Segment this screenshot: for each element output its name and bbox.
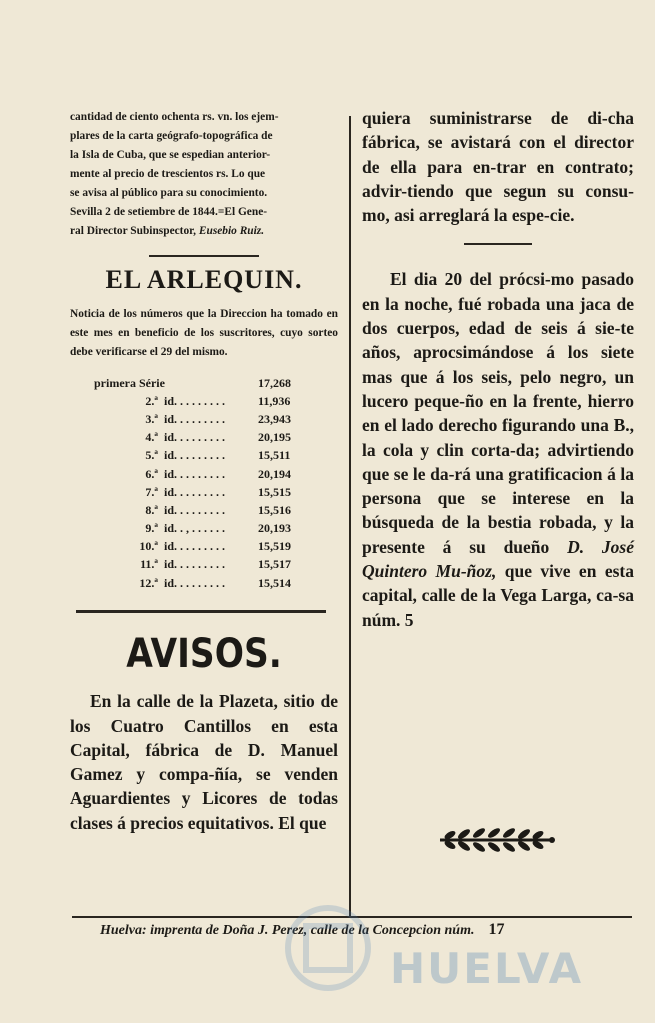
arlequin-heading: EL ARLEQUIN. xyxy=(105,265,303,294)
series-label: 2.ª xyxy=(145,393,158,408)
column-divider xyxy=(349,116,351,916)
series-number: 20,194 xyxy=(258,466,291,481)
intro-paragraph: cantidad de ciento ochenta rs. vn. los ejem- plares de la carta geógrafo-topográfica de la Isla de Cuba, que se espedian anterior- mente al precio de trescientos rs. Lo que se avisa al público para su conocimiento. Sevilla 2 de setiembre de 1844.=El Gene- ral Director Subinspector, Eusebio Ruiz. xyxy=(70,111,279,237)
series-number: 23,943 xyxy=(258,411,291,426)
series-label: 8.ª xyxy=(145,502,158,517)
series-id: id. . , . . . . . . xyxy=(164,521,226,536)
lottery-row xyxy=(94,410,318,428)
series-id: id. . . . . . . . . xyxy=(164,393,226,408)
series-label: 5.ª xyxy=(145,448,158,463)
page-number: 17 xyxy=(488,921,505,938)
noticia-paragraph: Noticia de los números que la Direccion ha tomado en este mes en beneficio de los suscritores, cuyo sorteo debe verificarse el 29 del mismo. xyxy=(70,308,338,358)
series-label: 7.ª xyxy=(145,484,158,499)
signature: Eusebio Ruiz. xyxy=(198,225,265,237)
watermark-text: HUELVA xyxy=(390,944,584,993)
series-number: 11,936 xyxy=(258,393,291,408)
series-id: id. . . . . . . . . xyxy=(164,557,226,572)
footer-imprint: Huelva: imprenta de Doña J. Perez, calle de la Concepcion núm. 17 xyxy=(100,921,505,938)
series-number: 15,514 xyxy=(258,575,291,590)
series-id: id. . . . . . . . . xyxy=(164,430,226,445)
series-number: 17,268 xyxy=(258,375,291,390)
lottery-row xyxy=(94,501,318,519)
series-id: id. . . . . . . . . xyxy=(164,466,226,481)
series-label: 4.ª xyxy=(145,430,158,445)
owner-name: D. José Quintero Mu-ñoz, xyxy=(362,536,635,582)
lottery-row xyxy=(94,429,318,447)
avisos-paragraph: En la calle de la Plazeta, sitio de los Cuatro Cantillos en esta Capital, fábrica de D. Manuel Gamez y compa-ñía, se venden Aguardientes y Licores de todas clases á precios equitativos. El que xyxy=(70,691,338,833)
right-column xyxy=(362,106,634,632)
series-id: id. . . . . . . . . xyxy=(164,539,226,554)
left-column xyxy=(70,108,338,835)
divider xyxy=(464,243,532,245)
series-number: 15,515 xyxy=(258,484,291,499)
lottery-row xyxy=(94,447,318,465)
lottery-row xyxy=(94,465,318,483)
lottery-row xyxy=(94,392,318,410)
aviso-continuation: quiera suministrarse de di-cha fábrica, se avistará con el director de ella para en-trar en contrato; advir-tiendo que segun su consu-mo, asi arreglará la espe-cie. xyxy=(362,108,634,226)
series-label: 10.ª xyxy=(139,539,158,554)
lottery-row xyxy=(94,574,318,592)
avisos-heading: AVISOS. xyxy=(126,631,282,678)
stolen-horse-notice: El dia 20 del prócsi-mo pasado en la noche, fué robada una jaca de dos cuerpos, edad de seis á sie-te años, aprocsimándose á los siete mas que á los seis, pelo negro, un lucero peque-ño en la frente, hierro en el lado derecho figurando una B., la cola y clin corta-da; advirtiendo que se le da-rá una gratificacion á la persona que se interese en la búsqueda de la bestia robada, y la presente á su dueño D. José Quintero Mu-ñoz, que vive en esta capital, calle de la Vega Larga, ca-sa núm. 5 xyxy=(362,269,635,630)
series-number: 15,516 xyxy=(258,502,291,517)
series-id: id. . . . . . . . . xyxy=(164,484,226,499)
series-label: primera Série xyxy=(94,375,165,390)
series-label: 11.ª xyxy=(140,557,158,572)
lottery-row xyxy=(94,374,318,392)
fleuron-ornament-icon xyxy=(434,826,560,854)
series-number: 15,511 xyxy=(258,448,291,463)
series-label: 6.ª xyxy=(145,466,158,481)
series-id: id. . . . . . . . . xyxy=(164,575,226,590)
series-id: id. . . . . . . . . xyxy=(164,411,226,426)
divider xyxy=(76,610,326,613)
series-number: 20,193 xyxy=(258,521,291,536)
series-id: id. . . . . . . . . xyxy=(164,502,226,517)
series-number: 15,519 xyxy=(258,539,291,554)
lottery-row xyxy=(94,538,318,556)
lottery-row xyxy=(94,483,318,501)
series-number: 20,195 xyxy=(258,430,291,445)
series-label: 3.ª xyxy=(145,411,158,426)
lottery-row xyxy=(94,520,318,538)
series-label: 12.ª xyxy=(139,575,158,590)
series-id: id. . . . . . . . . xyxy=(164,448,226,463)
divider xyxy=(149,255,259,257)
lottery-row xyxy=(94,556,318,574)
series-number: 15,517 xyxy=(258,557,291,572)
lottery-table xyxy=(94,374,318,592)
series-label: 9.ª xyxy=(145,521,158,536)
